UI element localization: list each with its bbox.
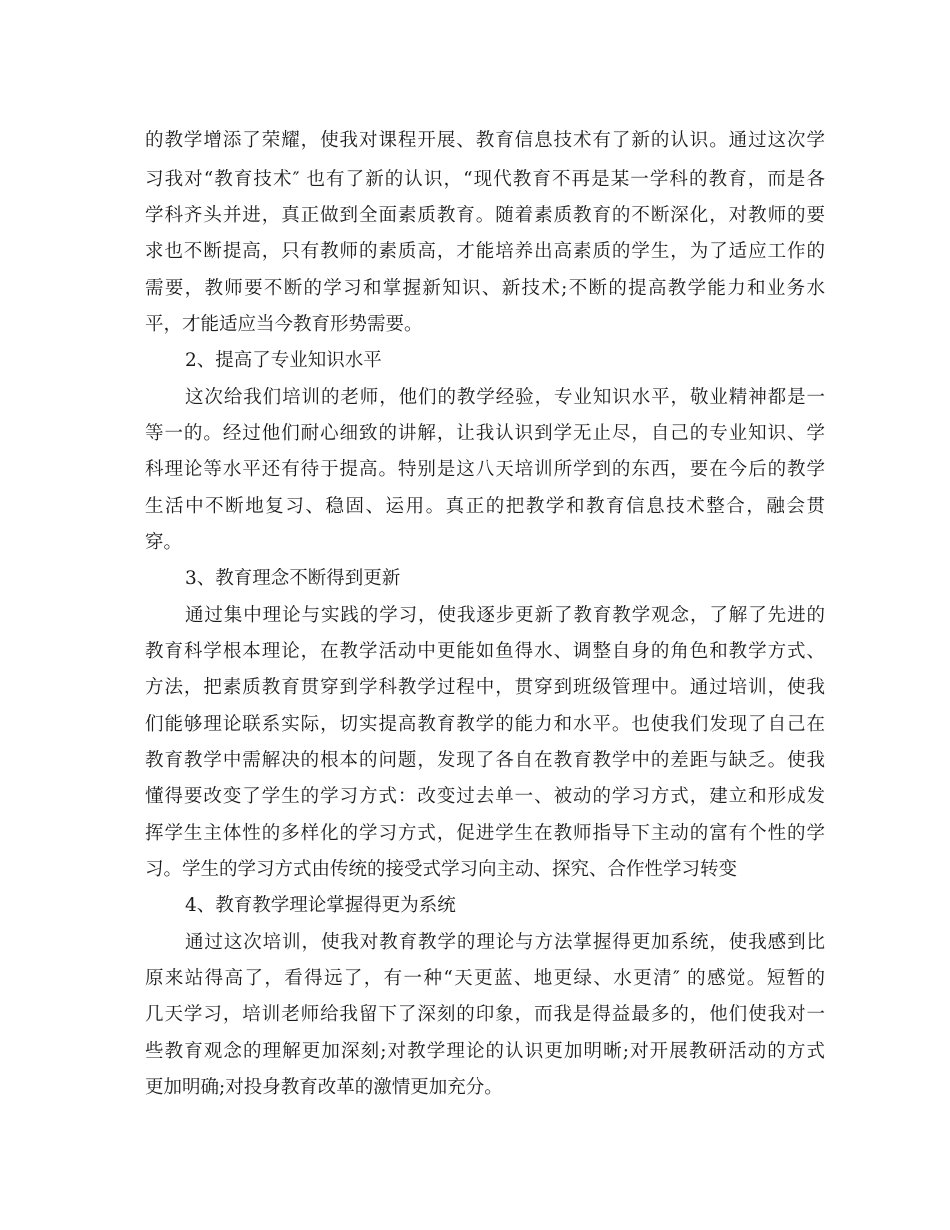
text-line: 几天学习，培训老师给我留下了深刻的印象，而我是得益最多的，他们使我对一	[145, 1004, 825, 1025]
text-line: 穿。	[145, 532, 183, 553]
text-line: 需要，教师要不断的学习和掌握新知识、新技术;不断的提高教学能力和业务水	[145, 278, 825, 299]
text-line: 原来站得高了，看得远了，有一种“天更蓝、地更绿、水更清″ 的感觉。短暂的	[145, 968, 825, 989]
text-line: 教育科学根本理论，在教学活动中更能如鱼得水、调整自身的角色和教学方式、	[145, 641, 825, 662]
text-line: 生活中不断地复习、稳固、运用。真正的把教学和教育信息技术整合，融会贯	[145, 496, 825, 517]
text-line: 方法，把素质教育贯穿到学科教学过程中，贯穿到班级管理中。通过培训，使我	[145, 677, 825, 698]
text-line: 通过这次培训，使我对教育教学的理论与方法掌握得更加系统，使我感到比	[185, 932, 825, 953]
text-line: 通过集中理论与实践的学习，使我逐步更新了教育教学观念，了解了先进的	[185, 605, 825, 626]
text-line: 懂得要改变了学生的学习方式：改变过去单一、被动的学习方式，建立和形成发	[145, 786, 825, 807]
text-line: 教育教学中需解决的根本的问题，发现了各自在教育教学中的差距与缺乏。使我	[145, 750, 825, 771]
text-line: 习我对“教育技术″ 也有了新的认识，“现代教育不再是某一学科的教育，而是各	[145, 169, 825, 190]
text-line: 挥学生主体性的多样化的学习方式，促进学生在教师指导下主动的富有个性的学	[145, 823, 825, 844]
text-line: 的教学增添了荣耀，使我对课程开展、教育信息技术有了新的认识。通过这次学	[145, 130, 825, 151]
text-line: 学科齐头并进，真正做到全面素质教育。随着素质教育的不断深化，对教师的要	[145, 205, 825, 226]
text-line: 习。学生的学习方式由传统的接受式学习向主动、探究、合作性学习转变	[145, 859, 738, 880]
section-heading: 2、提高了专业知识水平	[185, 350, 382, 371]
text-line: 等一的。经过他们耐心细致的讲解，让我认识到学无止尽，自己的专业知识、学	[145, 423, 825, 444]
section-heading: 4、教育教学理论掌握得更为系统	[185, 895, 456, 916]
text-line: 平，才能适应当今教育形势需要。	[145, 314, 423, 335]
text-line: 们能够理论联系实际，切实提高教育教学的能力和水平。也使我们发现了自己在	[145, 714, 825, 735]
section-heading: 3、教育理念不断得到更新	[185, 568, 401, 589]
text-line: 这次给我们培训的老师，他们的教学经验，专业知识水平，敬业精神都是一	[185, 387, 825, 408]
text-line: 更加明确;对投身教育改革的激情更加充分。	[145, 1077, 503, 1098]
text-line: 求也不断提高，只有教师的素质高，才能培养出高素质的学生，为了适应工作的	[145, 241, 825, 262]
text-line: 科理论等水平还有待于提高。特别是这八天培训所学到的东西，要在今后的教学	[145, 459, 825, 480]
text-line: 些教育观念的理解更加深刻;对教学理论的认识更加明晰;对开展教研活动的方式	[145, 1041, 825, 1062]
